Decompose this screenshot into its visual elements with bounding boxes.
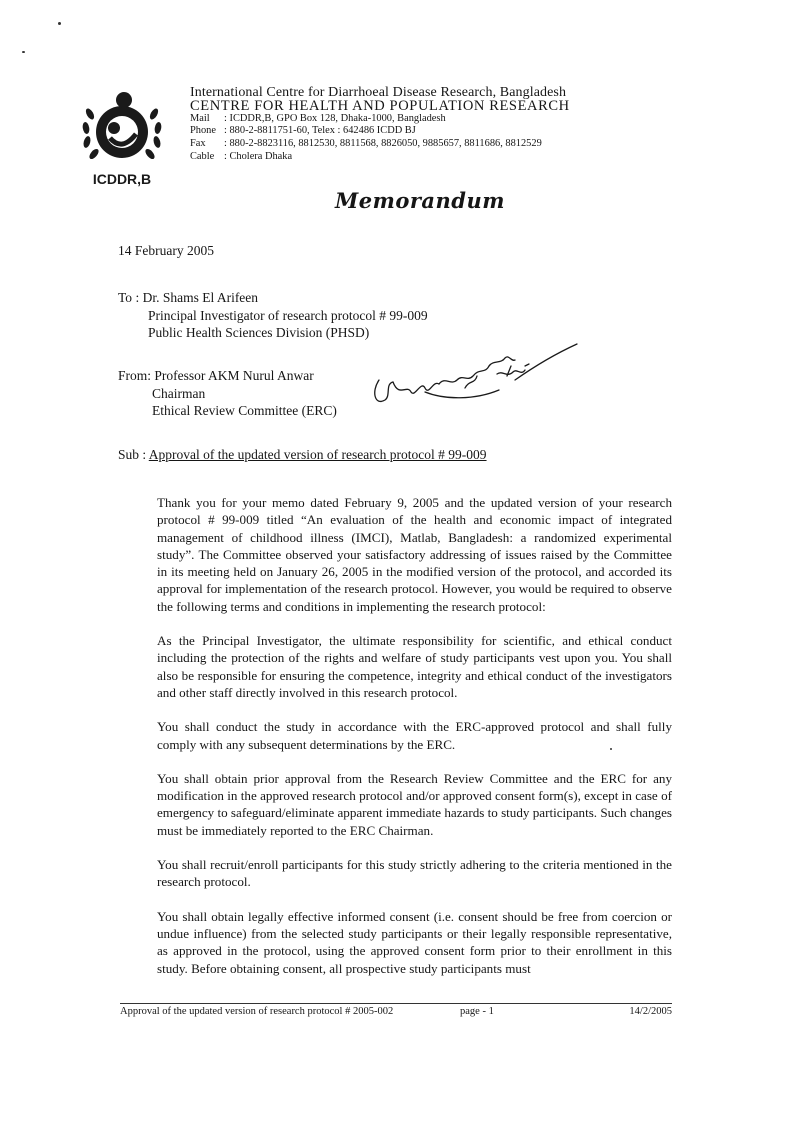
subject-prefix: Sub : <box>118 447 149 462</box>
letterhead <box>190 87 790 164</box>
icddrb-logo <box>80 86 164 190</box>
memo-date: 14 February 2005 <box>118 243 214 258</box>
contact-phone <box>190 125 790 138</box>
from-block <box>118 367 337 420</box>
handwritten-signature <box>365 340 585 420</box>
memo-title: Memorandum <box>335 188 505 213</box>
from-committee: Ethical Review Committee (ERC) <box>152 403 337 419</box>
subject-text: Approval of the updated version of research protocol # 99-009 <box>148 447 487 462</box>
paragraph: You shall obtain legally effective informed consent (i.e. consent should be free from coercion or undue influence) from the selected study participants or their legally responsible representative, as approved in the protocol, using the approved consent form prior to their enrollment in this study. Before obtaining consent, all prospective study participants must <box>157 908 672 976</box>
to-name: : Dr. Shams El Arifeen <box>135 290 259 305</box>
paragraph: As the Principal Investigator, the ultimate responsibility for scientific, and ethical conduct including the protection of the rights and welfare of study participants vest upon you. You shall also be responsible for ensuring the competence, integrity and ethical conduct of the investigators and other staff directly involved in this research protocol. <box>157 633 672 700</box>
centre-name: CENTRE FOR HEALTH AND POPULATION RESEARCH <box>190 97 570 114</box>
paragraph: You shall obtain prior approval from the Research Review Committee and the ERC for any modification in the approved research protocol and/or approved consent form(s), except in case of emergency to safeguard/eliminate apparent immediate hazards to study participants. Such changes must be immediately reported to the ERC Chairman. <box>157 770 672 838</box>
paragraph: Thank you for your memo dated February 9, 2005 and the updated version of your research protocol # 99-009 titled “An evaluation of the health and economic impact of integrated management of childhood illness (IMCI), Matlab, Bangladesh: a randomized experimental study”. The Committee observed your satisfactory addressing of issues raised by the Committee in its meeting held on January 26, 2005 in the modified version of the protocol, and accorded its approval for implementation of the research protocol. However, you would be required to observe the following terms and conditions in implementing the research protocol: <box>157 495 672 614</box>
scan-speck <box>610 748 612 750</box>
to-division: Public Health Sciences Division (PHSD) <box>148 325 370 341</box>
footer-rule <box>120 1003 672 1004</box>
logo-text: ICDDR,B <box>92 171 152 187</box>
organization-name: International Centre for Diarrhoeal Disease Research, Bangladesh <box>190 85 567 100</box>
contact-key: Fax <box>190 138 206 150</box>
page-footer <box>120 1006 672 1017</box>
to-title: Principal Investigator of research protocol # 99-009 <box>148 307 428 323</box>
contact-key: Cable <box>190 150 215 162</box>
contact-fax <box>190 138 790 151</box>
contact-cable <box>190 151 790 164</box>
contact-value: : ICDDR,B, GPO Box 128, Dhaka-1000, Bangladesh <box>224 112 446 124</box>
from-label: From: <box>118 368 152 383</box>
contact-value: : 880-2-8823116, 8812530, 8811568, 8826050, 9885657, 8811686, 8812529 <box>224 138 542 150</box>
footer-date: 14/2/2005 <box>629 1006 672 1017</box>
subject-line <box>118 447 487 463</box>
paragraph: You shall recruit/enroll participants for this study strictly adhering to the criteria mentioned in the research protocol. <box>157 857 672 890</box>
scan-speck <box>22 51 25 53</box>
contact-key: Mail <box>190 112 210 124</box>
scan-speck <box>58 22 61 25</box>
footer-doc-title: Approval of the updated version of research protocol # 2005-002 <box>120 1006 394 1017</box>
contact-value: : 880-2-8811751-60, Telex : 642486 ICDD BJ <box>224 125 416 137</box>
contact-mail <box>190 113 790 126</box>
from-role: Chairman <box>152 385 206 401</box>
paragraph: You shall conduct the study in accordance with the ERC-approved protocol and shall fully comply with any subsequent determinations by the ERC. <box>157 719 672 752</box>
footer-page-number: page - 1 <box>460 1006 494 1017</box>
from-name: Professor AKM Nurul Anwar <box>154 368 314 383</box>
contact-key: Phone <box>190 125 216 137</box>
to-block <box>118 289 428 342</box>
memo-body <box>157 494 672 994</box>
to-label: To <box>118 290 133 305</box>
contact-value: : Cholera Dhaka <box>224 150 293 162</box>
